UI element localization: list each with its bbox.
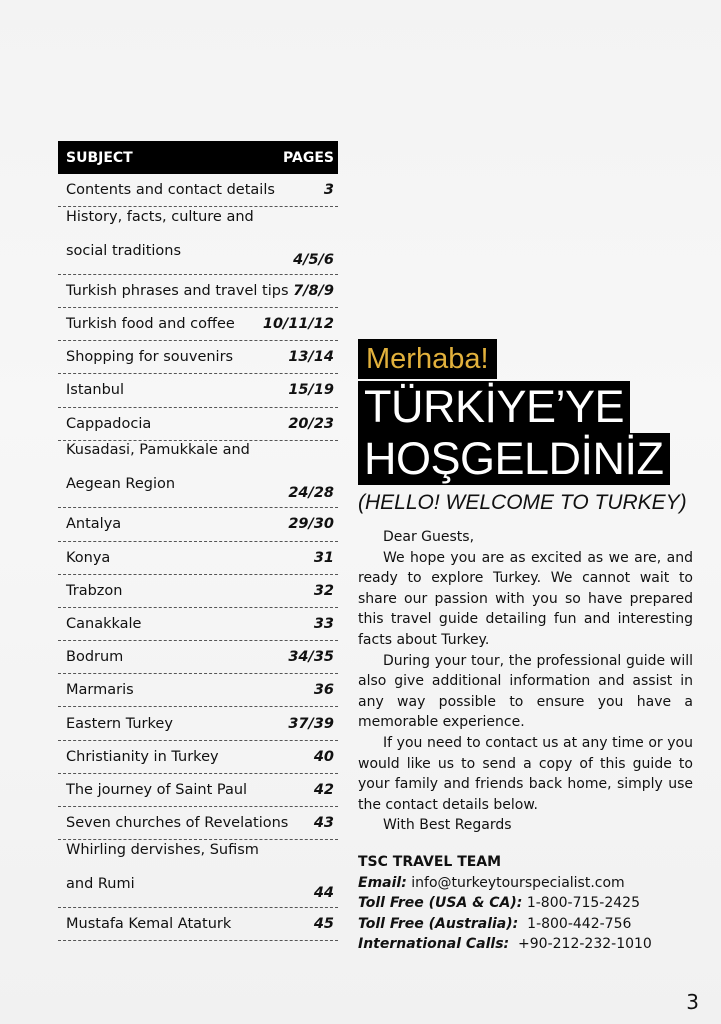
toc-pages: 20/23 — [288, 415, 334, 432]
toc-pages: 45 — [313, 915, 334, 932]
tollfree-us-line — [358, 893, 693, 914]
toc-subject: Christianity in Turkey — [66, 748, 219, 765]
toc-subject: Mustafa Kemal Ataturk — [66, 915, 232, 932]
table-of-contents — [58, 141, 338, 941]
toc-rows — [58, 174, 338, 941]
tollfree-us-label: Toll Free (USA & CA): — [358, 895, 523, 912]
intl-value: +90-212-232-1010 — [518, 936, 652, 953]
toc-subject: Contents and contact details — [66, 182, 275, 199]
toc-subject: Bodrum — [66, 649, 124, 666]
toc-pages: 42 — [313, 781, 334, 798]
toc-row — [58, 840, 338, 908]
welcome-subtitle: (HELLO! WELCOME TO TURKEY) — [358, 491, 687, 514]
team-title: TSC TRAVEL TEAM — [358, 853, 502, 870]
toc-subject: Istanbul — [66, 382, 125, 399]
toc-subject: Canakkale — [66, 615, 142, 632]
toc-pages: 4/5/6 — [293, 251, 334, 268]
toc-row — [58, 774, 338, 807]
toc-pages: 7/8/9 — [293, 282, 334, 299]
tollfree-au-value: 1-800-442-756 — [527, 915, 632, 932]
toc-subject: The journey of Saint Paul — [66, 781, 248, 798]
toc-pages: 34/35 — [288, 649, 334, 666]
toc-pages: 44 — [313, 884, 334, 901]
toc-pages: 43 — [313, 815, 334, 832]
letter-paragraph: If you need to contact us at any time or you would like us to send a copy of this guide to your family and friends back home, simply use the contact details below. — [358, 734, 693, 813]
toc-subject: Eastern Turkey — [66, 715, 173, 732]
headline-line1: TÜRKİYE’YE — [358, 381, 630, 433]
toc-subject: Turkish phrases and travel tips — [66, 282, 289, 299]
toc-pages: 3 — [323, 182, 334, 199]
email-line — [358, 873, 693, 894]
page-number: 3 — [686, 990, 699, 1014]
header-subject: SUBJECT — [66, 149, 133, 166]
toc-pages: 31 — [313, 549, 334, 566]
letter-paragraph: During your tour, the professional guide will also give additional information and assist in any way possible to ensure you have a memorable experience. — [358, 652, 693, 731]
toc-pages: 40 — [313, 748, 334, 765]
toc-row — [58, 741, 338, 774]
toc-subject: Turkish food and coffee — [66, 316, 235, 333]
tollfree-au-line — [358, 914, 693, 935]
toc-row — [58, 374, 338, 407]
intl-label: International Calls: — [358, 936, 510, 953]
toc-row — [58, 575, 338, 608]
header-pages: PAGES — [283, 149, 334, 166]
toc-row — [58, 641, 338, 674]
toc-header — [58, 141, 338, 174]
toc-pages: 29/30 — [288, 516, 334, 533]
letter-greeting: Dear Guests, — [383, 529, 475, 545]
toc-row — [58, 341, 338, 374]
toc-pages: 36 — [313, 682, 334, 699]
toc-row — [58, 674, 338, 707]
letter-paragraph: We hope you are as excited as we are, and ready to explore Turkey. We cannot wait to share our passion with you so have prepared this travel guide detailing fun and interesting facts about Turkey. — [358, 549, 693, 648]
toc-pages: 10/11/12 — [262, 316, 334, 333]
toc-row — [58, 908, 338, 941]
toc-subject: Konya — [66, 549, 111, 566]
toc-row — [58, 608, 338, 641]
toc-row — [58, 441, 338, 509]
toc-subject: Whirling dervishes, Sufism and Rumi — [66, 841, 259, 892]
toc-subject: Marmaris — [66, 682, 134, 699]
toc-row — [58, 207, 338, 275]
toc-row — [58, 275, 338, 308]
toc-row — [58, 508, 338, 541]
welcome-letter — [358, 527, 693, 836]
letter-closing: With Best Regards — [383, 817, 512, 834]
toc-row — [58, 542, 338, 575]
email-value: info@turkeytourspecialist.com — [411, 874, 625, 891]
tollfree-us-value: 1-800-715-2425 — [526, 895, 640, 912]
toc-subject: Shopping for souvenirs — [66, 349, 234, 366]
toc-subject: Trabzon — [66, 582, 123, 599]
toc-pages: 37/39 — [288, 715, 334, 732]
toc-pages: 15/19 — [288, 382, 334, 399]
contact-block — [358, 852, 693, 955]
toc-row — [58, 707, 338, 740]
toc-pages: 24/28 — [288, 485, 334, 502]
toc-pages: 13/14 — [288, 349, 334, 366]
email-label: Email: — [358, 874, 407, 891]
toc-subject: History, facts, culture and social traditions — [66, 208, 254, 259]
toc-subject: Antalya — [66, 516, 122, 533]
tollfree-au-label: Toll Free (Australia): — [358, 915, 519, 932]
toc-pages: 32 — [313, 582, 334, 599]
toc-subject: Kusadasi, Pamukkale and Aegean Region — [66, 442, 250, 493]
welcome-section — [358, 339, 693, 955]
headline-line2: HOŞGELDİNİZ — [358, 433, 670, 485]
toc-subject: Cappadocia — [66, 415, 152, 432]
merhaba-heading: Merhaba! — [358, 339, 497, 379]
intl-line — [358, 934, 693, 955]
toc-pages: 33 — [313, 615, 334, 632]
toc-row — [58, 308, 338, 341]
toc-subject: Seven churches of Revelations — [66, 815, 289, 832]
